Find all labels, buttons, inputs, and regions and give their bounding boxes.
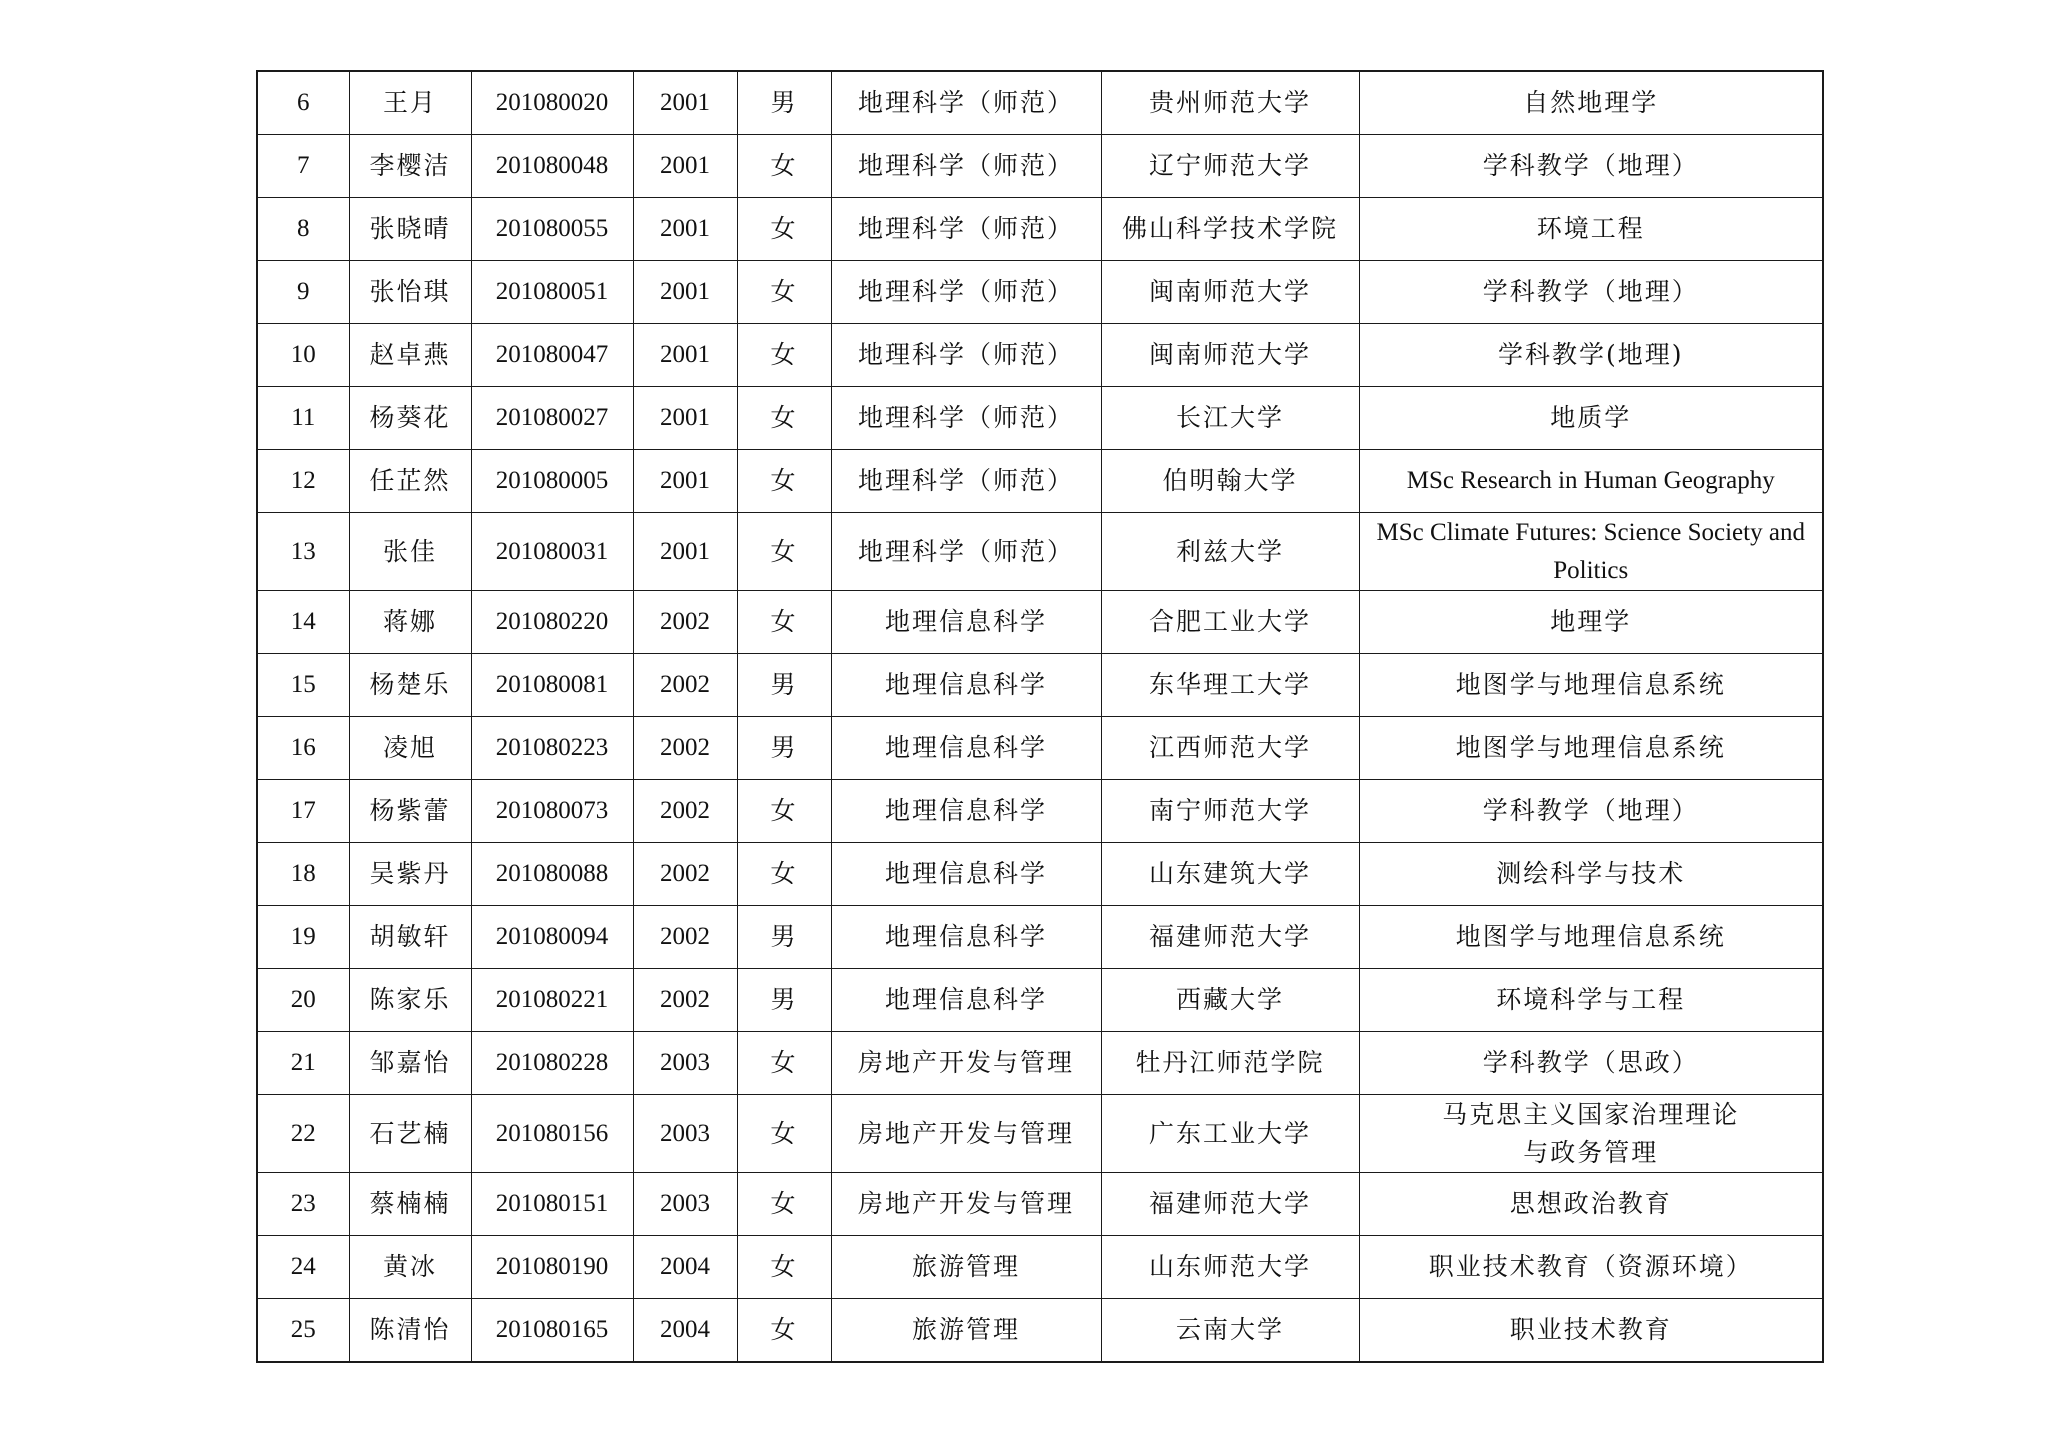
- cell-class-code: 2003: [633, 1173, 737, 1236]
- cell-class-code: 2001: [633, 513, 737, 591]
- table-row: [257, 1236, 1823, 1299]
- cell-gender: 女: [737, 1095, 831, 1173]
- table-row: [257, 513, 1823, 591]
- cell-student-name: 陈家乐: [349, 969, 471, 1032]
- cell-admitted-university: 东华理工大学: [1101, 654, 1359, 717]
- cell-gender: 女: [737, 387, 831, 450]
- cell-student-name: 张晓晴: [349, 198, 471, 261]
- cell-undergrad-major: 地理科学（师范）: [831, 261, 1101, 324]
- cell-class-code: 2001: [633, 198, 737, 261]
- cell-student-name: 蒋娜: [349, 591, 471, 654]
- cell-student-name: 黄冰: [349, 1236, 471, 1299]
- cell-gender: 男: [737, 71, 831, 135]
- cell-number: 7: [257, 135, 349, 198]
- cell-class-code: 2002: [633, 906, 737, 969]
- cell-undergrad-major: 地理信息科学: [831, 969, 1101, 1032]
- table-row: [257, 591, 1823, 654]
- cell-gender: 女: [737, 1236, 831, 1299]
- cell-undergrad-major: 地理科学（师范）: [831, 513, 1101, 591]
- cell-number: 15: [257, 654, 349, 717]
- cell-admitted-university: 伯明翰大学: [1101, 450, 1359, 513]
- table-row: [257, 450, 1823, 513]
- cell-class-code: 2004: [633, 1236, 737, 1299]
- cell-undergrad-major: 地理信息科学: [831, 906, 1101, 969]
- cell-number: 22: [257, 1095, 349, 1173]
- cell-student-name: 任芷然: [349, 450, 471, 513]
- table-row: [257, 1095, 1823, 1173]
- cell-number: 23: [257, 1173, 349, 1236]
- cell-student-id: 201080094: [471, 906, 633, 969]
- cell-undergrad-major: 地理科学（师范）: [831, 324, 1101, 387]
- cell-student-name: 张佳: [349, 513, 471, 591]
- cell-admitted-university: 南宁师范大学: [1101, 780, 1359, 843]
- cell-undergrad-major: 地理科学（师范）: [831, 198, 1101, 261]
- cell-gender: 男: [737, 717, 831, 780]
- cell-admitted-program: 地图学与地理信息系统: [1359, 906, 1823, 969]
- cell-student-id: 201080048: [471, 135, 633, 198]
- cell-class-code: 2001: [633, 324, 737, 387]
- cell-number: 19: [257, 906, 349, 969]
- cell-gender: 女: [737, 198, 831, 261]
- cell-admitted-program: 职业技术教育（资源环境）: [1359, 1236, 1823, 1299]
- cell-gender: 女: [737, 450, 831, 513]
- table-row: [257, 717, 1823, 780]
- cell-class-code: 2002: [633, 717, 737, 780]
- cell-class-code: 2001: [633, 135, 737, 198]
- table-row: [257, 324, 1823, 387]
- cell-admitted-university: 贵州师范大学: [1101, 71, 1359, 135]
- cell-number: 21: [257, 1032, 349, 1095]
- cell-undergrad-major: 地理科学（师范）: [831, 450, 1101, 513]
- cell-admitted-program: 地图学与地理信息系统: [1359, 654, 1823, 717]
- cell-undergrad-major: 旅游管理: [831, 1299, 1101, 1363]
- cell-student-id: 201080156: [471, 1095, 633, 1173]
- cell-admitted-program: 地图学与地理信息系统: [1359, 717, 1823, 780]
- cell-admitted-university: 西藏大学: [1101, 969, 1359, 1032]
- cell-student-name: 赵卓燕: [349, 324, 471, 387]
- table-row: [257, 969, 1823, 1032]
- cell-student-name: 凌旭: [349, 717, 471, 780]
- cell-undergrad-major: 地理信息科学: [831, 654, 1101, 717]
- cell-number: 9: [257, 261, 349, 324]
- cell-admitted-university: 利兹大学: [1101, 513, 1359, 591]
- table-row: [257, 906, 1823, 969]
- cell-undergrad-major: 房地产开发与管理: [831, 1032, 1101, 1095]
- table-row: [257, 387, 1823, 450]
- cell-admitted-university: 福建师范大学: [1101, 906, 1359, 969]
- cell-undergrad-major: 地理信息科学: [831, 843, 1101, 906]
- cell-student-name: 蔡楠楠: [349, 1173, 471, 1236]
- cell-student-id: 201080073: [471, 780, 633, 843]
- cell-student-name: 张怡琪: [349, 261, 471, 324]
- cell-undergrad-major: 地理科学（师范）: [831, 387, 1101, 450]
- cell-number: 24: [257, 1236, 349, 1299]
- cell-admitted-program: MSc Climate Futures: Science Society and Politics: [1359, 513, 1823, 591]
- cell-student-id: 201080031: [471, 513, 633, 591]
- cell-student-id: 201080220: [471, 591, 633, 654]
- cell-number: 16: [257, 717, 349, 780]
- cell-admitted-program: 环境科学与工程: [1359, 969, 1823, 1032]
- cell-undergrad-major: 房地产开发与管理: [831, 1095, 1101, 1173]
- cell-class-code: 2003: [633, 1095, 737, 1173]
- cell-student-name: 陈清怡: [349, 1299, 471, 1363]
- table-row: [257, 261, 1823, 324]
- cell-student-id: 201080165: [471, 1299, 633, 1363]
- cell-undergrad-major: 地理信息科学: [831, 717, 1101, 780]
- cell-gender: 男: [737, 906, 831, 969]
- cell-admitted-university: 山东建筑大学: [1101, 843, 1359, 906]
- cell-student-id: 201080051: [471, 261, 633, 324]
- cell-admitted-program: 地质学: [1359, 387, 1823, 450]
- cell-gender: 男: [737, 654, 831, 717]
- table-body: [257, 71, 1823, 1362]
- cell-student-name: 王月: [349, 71, 471, 135]
- cell-number: 8: [257, 198, 349, 261]
- cell-admitted-program: 地理学: [1359, 591, 1823, 654]
- cell-admitted-university: 山东师范大学: [1101, 1236, 1359, 1299]
- cell-student-name: 杨葵花: [349, 387, 471, 450]
- cell-admitted-university: 闽南师范大学: [1101, 261, 1359, 324]
- cell-gender: 女: [737, 1173, 831, 1236]
- cell-admitted-university: 江西师范大学: [1101, 717, 1359, 780]
- cell-class-code: 2001: [633, 261, 737, 324]
- cell-class-code: 2001: [633, 387, 737, 450]
- cell-student-id: 201080088: [471, 843, 633, 906]
- cell-number: 25: [257, 1299, 349, 1363]
- cell-class-code: 2002: [633, 654, 737, 717]
- cell-gender: 女: [737, 843, 831, 906]
- cell-undergrad-major: 地理信息科学: [831, 591, 1101, 654]
- cell-undergrad-major: 地理科学（师范）: [831, 135, 1101, 198]
- cell-undergrad-major: 旅游管理: [831, 1236, 1101, 1299]
- cell-number: 20: [257, 969, 349, 1032]
- cell-admitted-program: 测绘科学与技术: [1359, 843, 1823, 906]
- cell-gender: 女: [737, 1299, 831, 1363]
- cell-admitted-program: 学科教学（思政）: [1359, 1032, 1823, 1095]
- cell-student-id: 201080151: [471, 1173, 633, 1236]
- cell-number: 18: [257, 843, 349, 906]
- cell-admitted-program: 马克思主义国家治理理论 与政务管理: [1359, 1095, 1823, 1173]
- cell-admitted-program: 学科教学（地理）: [1359, 135, 1823, 198]
- cell-student-id: 201080081: [471, 654, 633, 717]
- table-row: [257, 1032, 1823, 1095]
- cell-gender: 女: [737, 780, 831, 843]
- cell-class-code: 2001: [633, 450, 737, 513]
- table-row: [257, 843, 1823, 906]
- table-row: [257, 1173, 1823, 1236]
- cell-student-id: 201080020: [471, 71, 633, 135]
- cell-number: 17: [257, 780, 349, 843]
- cell-student-name: 邹嘉怡: [349, 1032, 471, 1095]
- cell-student-id: 201080055: [471, 198, 633, 261]
- cell-admitted-program: 学科教学（地理）: [1359, 261, 1823, 324]
- cell-student-name: 杨紫蕾: [349, 780, 471, 843]
- cell-gender: 女: [737, 324, 831, 387]
- cell-admitted-program: 学科教学（地理）: [1359, 780, 1823, 843]
- table-row: [257, 198, 1823, 261]
- cell-student-id: 201080228: [471, 1032, 633, 1095]
- cell-admitted-university: 广东工业大学: [1101, 1095, 1359, 1173]
- cell-undergrad-major: 地理科学（师范）: [831, 71, 1101, 135]
- cell-undergrad-major: 房地产开发与管理: [831, 1173, 1101, 1236]
- cell-student-id: 201080221: [471, 969, 633, 1032]
- table-row: [257, 71, 1823, 135]
- cell-student-id: 201080190: [471, 1236, 633, 1299]
- cell-class-code: 2002: [633, 843, 737, 906]
- table-row: [257, 1299, 1823, 1363]
- cell-gender: 女: [737, 591, 831, 654]
- cell-admitted-university: 佛山科学技术学院: [1101, 198, 1359, 261]
- cell-class-code: 2002: [633, 591, 737, 654]
- cell-class-code: 2003: [633, 1032, 737, 1095]
- cell-admitted-university: 云南大学: [1101, 1299, 1359, 1363]
- cell-student-id: 201080223: [471, 717, 633, 780]
- admissions-table: [256, 70, 1824, 1363]
- cell-gender: 女: [737, 135, 831, 198]
- cell-class-code: 2004: [633, 1299, 737, 1363]
- cell-admitted-university: 合肥工业大学: [1101, 591, 1359, 654]
- cell-class-code: 2002: [633, 969, 737, 1032]
- cell-student-name: 吴紫丹: [349, 843, 471, 906]
- cell-undergrad-major: 地理信息科学: [831, 780, 1101, 843]
- cell-number: 11: [257, 387, 349, 450]
- cell-admitted-program: 环境工程: [1359, 198, 1823, 261]
- table-row: [257, 654, 1823, 717]
- cell-admitted-program: 思想政治教育: [1359, 1173, 1823, 1236]
- cell-student-name: 李樱洁: [349, 135, 471, 198]
- cell-gender: 女: [737, 513, 831, 591]
- cell-admitted-university: 长江大学: [1101, 387, 1359, 450]
- cell-number: 6: [257, 71, 349, 135]
- cell-admitted-university: 福建师范大学: [1101, 1173, 1359, 1236]
- cell-student-id: 201080027: [471, 387, 633, 450]
- cell-admitted-university: 牡丹江师范学院: [1101, 1032, 1359, 1095]
- cell-gender: 女: [737, 1032, 831, 1095]
- cell-number: 14: [257, 591, 349, 654]
- cell-student-id: 201080047: [471, 324, 633, 387]
- cell-class-code: 2002: [633, 780, 737, 843]
- cell-admitted-program: 学科教学(地理): [1359, 324, 1823, 387]
- cell-class-code: 2001: [633, 71, 737, 135]
- cell-admitted-university: 辽宁师范大学: [1101, 135, 1359, 198]
- table-row: [257, 135, 1823, 198]
- cell-admitted-program: MSc Research in Human Geography: [1359, 450, 1823, 513]
- table-row: [257, 780, 1823, 843]
- cell-student-id: 201080005: [471, 450, 633, 513]
- cell-admitted-program: 自然地理学: [1359, 71, 1823, 135]
- cell-gender: 男: [737, 969, 831, 1032]
- cell-gender: 女: [737, 261, 831, 324]
- cell-student-name: 胡敏轩: [349, 906, 471, 969]
- cell-number: 12: [257, 450, 349, 513]
- cell-number: 10: [257, 324, 349, 387]
- cell-number: 13: [257, 513, 349, 591]
- cell-admitted-university: 闽南师范大学: [1101, 324, 1359, 387]
- cell-student-name: 石艺楠: [349, 1095, 471, 1173]
- cell-student-name: 杨楚乐: [349, 654, 471, 717]
- cell-admitted-program: 职业技术教育: [1359, 1299, 1823, 1363]
